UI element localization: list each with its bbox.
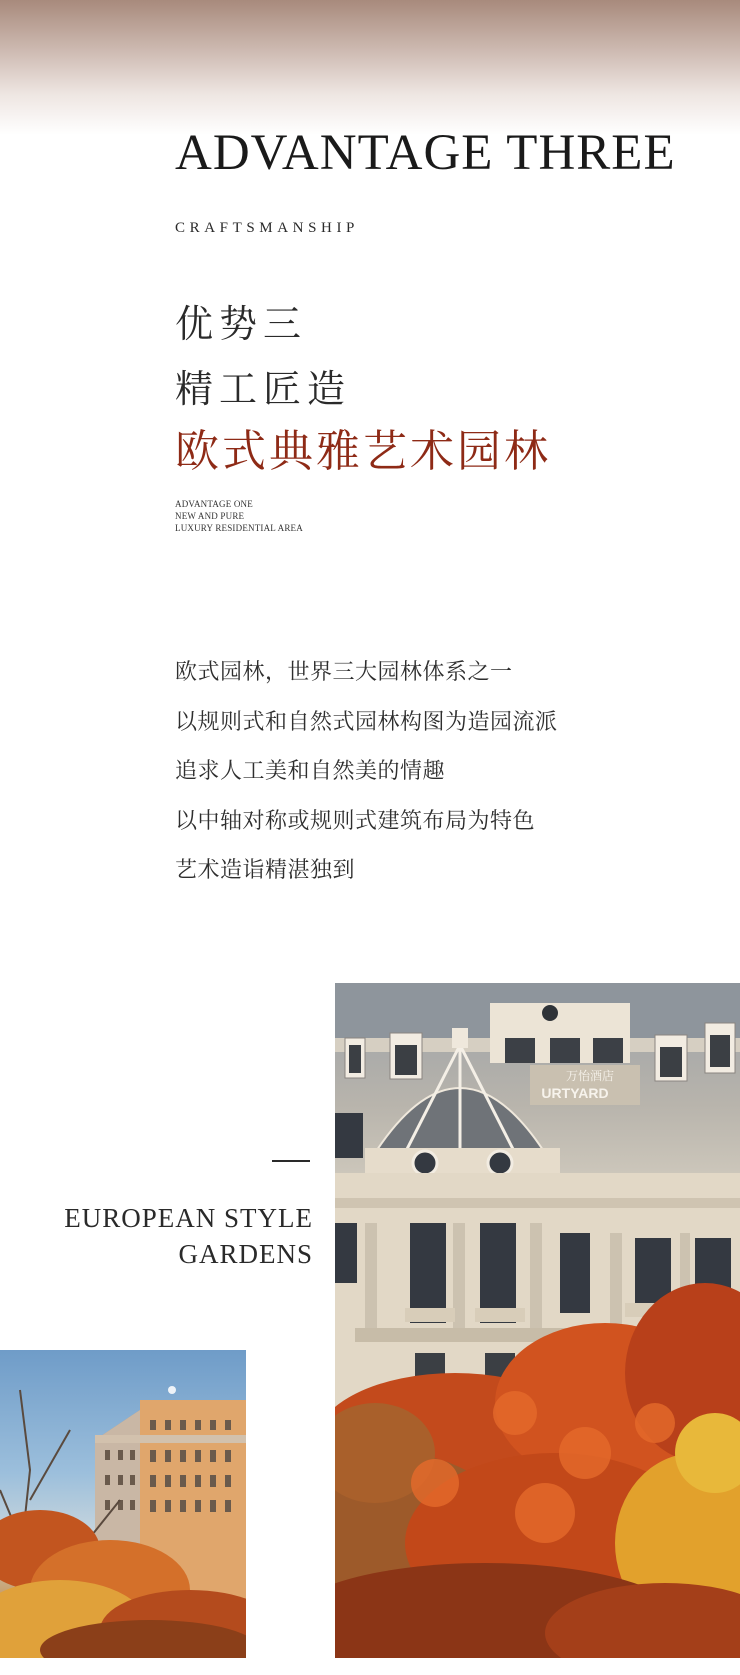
top-gradient-band <box>0 0 740 135</box>
gallery-label-line-2: GARDENS <box>178 1239 313 1269</box>
mini-caption-line-1: ADVANTAGE ONE <box>175 499 253 509</box>
tower-illustration <box>0 1350 246 1658</box>
mini-caption <box>175 498 303 534</box>
mini-caption-line-2: NEW AND PURE <box>175 511 245 521</box>
building-sign-cn: 万怡酒店 <box>565 1069 615 1083</box>
headline-accent: 欧式典雅艺术园林 <box>175 426 551 477</box>
mini-caption-line-3: LUXURY RESIDENTIAL AREA <box>175 523 303 533</box>
gallery-label-line-1: EUROPEAN STYLE <box>64 1203 313 1233</box>
page-title: ADVANTAGE THREE <box>175 125 676 181</box>
headline-line-2: 精工匠造 <box>175 367 352 411</box>
building-sign-en: URTYARD <box>541 1085 609 1101</box>
gallery-label <box>64 1200 313 1272</box>
tower-photo <box>0 1350 246 1658</box>
paragraph-line: 艺术造诣精湛独到 <box>175 858 356 883</box>
description-paragraph <box>175 648 558 896</box>
page-subtitle: CRAFTSMANSHIP <box>175 220 360 236</box>
divider-dash <box>272 1160 310 1162</box>
paragraph-line: 以中轴对称或规则式建筑布局为特色 <box>175 808 536 834</box>
headline-line-1: 优势三 <box>175 302 308 346</box>
paragraph-line: 追求人工美和自然美的情趣 <box>175 759 446 784</box>
building-illustration <box>335 983 740 1658</box>
paragraph-line: 以规则式和自然式园林构图为造园流派 <box>175 709 558 735</box>
building-photo <box>335 983 740 1658</box>
paragraph-line: 欧式园林，世界三大园林体系之一 <box>175 660 513 685</box>
